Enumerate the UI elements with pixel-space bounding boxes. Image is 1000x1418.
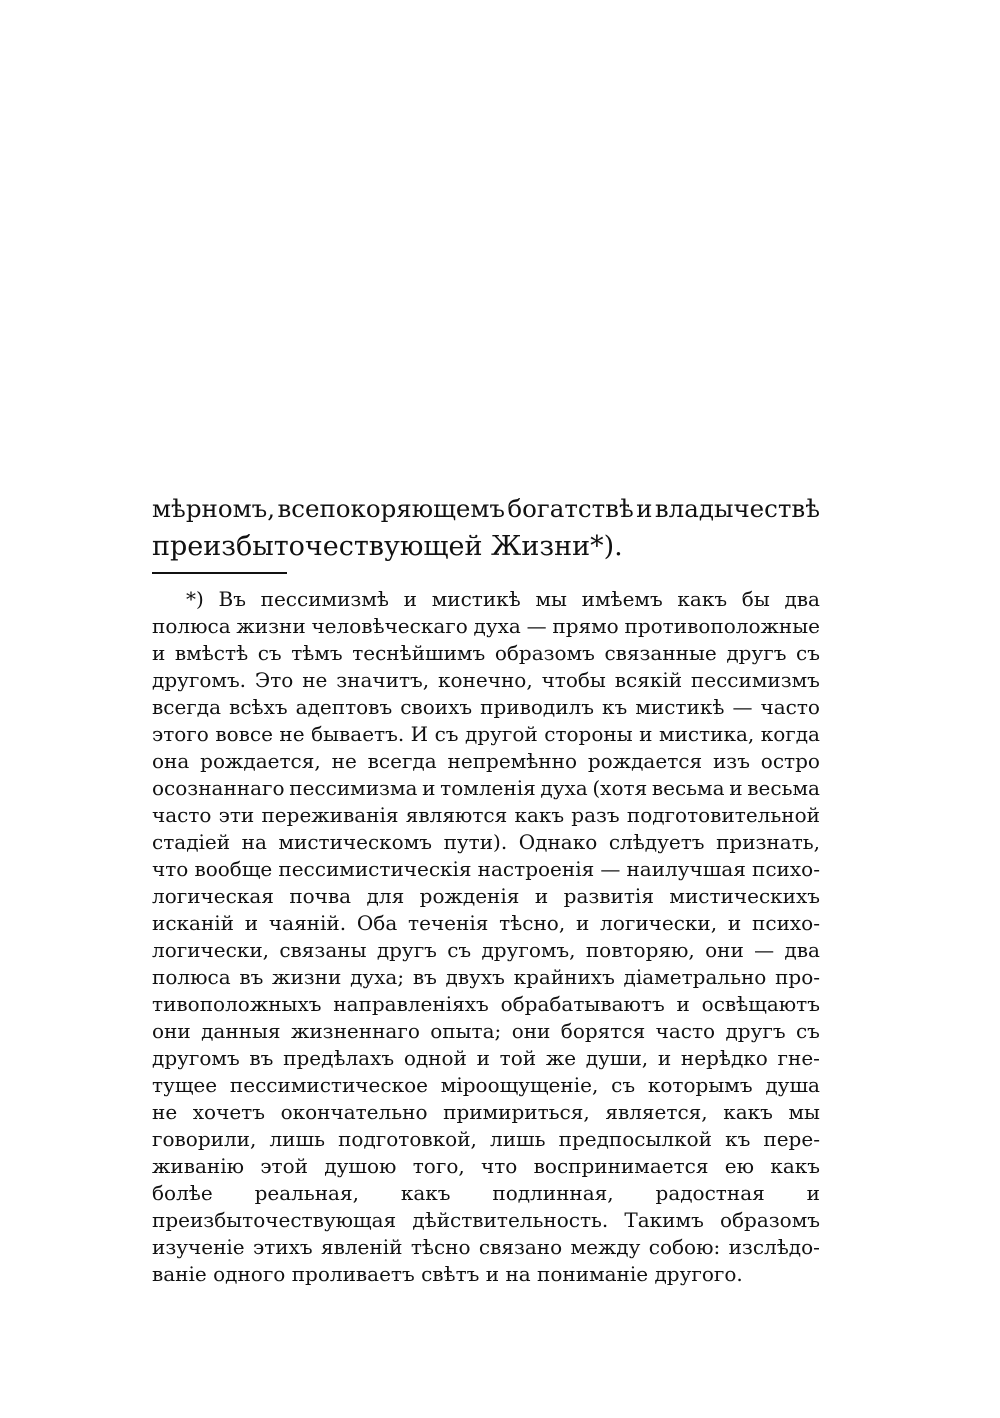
word: часто xyxy=(655,1019,716,1043)
word: они xyxy=(152,1019,191,1043)
word: мистическомъ xyxy=(278,830,433,854)
word: богатствѣ xyxy=(507,494,634,523)
word: образомъ xyxy=(494,641,595,665)
word: жизни xyxy=(236,614,306,638)
word: что xyxy=(152,857,189,881)
word: душою xyxy=(324,1154,397,1178)
word: (хотя xyxy=(592,776,648,800)
word: всегда xyxy=(367,749,437,773)
word: логически, xyxy=(152,938,270,962)
word: другомъ. xyxy=(152,668,247,692)
word: связано xyxy=(478,1235,563,1259)
word: прямо xyxy=(552,614,619,638)
word: болѣе xyxy=(152,1181,213,1205)
word: два xyxy=(784,587,820,611)
footnote-line xyxy=(152,775,820,802)
word: является, xyxy=(605,1100,708,1124)
word: какъ xyxy=(677,587,728,611)
footnote-line xyxy=(152,640,820,667)
word: освѣщаютъ xyxy=(701,992,820,1016)
word: вмѣстѣ xyxy=(174,641,249,665)
word: развитія xyxy=(563,884,654,908)
footnote-line xyxy=(152,694,820,721)
word: — xyxy=(600,857,621,881)
word: изученіе xyxy=(152,1235,245,1259)
word: мы xyxy=(535,587,567,611)
word: съ xyxy=(434,722,459,746)
word: и xyxy=(727,911,742,935)
word: примириться, xyxy=(443,1100,590,1124)
footnote-line xyxy=(152,721,820,748)
footnote-line xyxy=(152,1234,820,1261)
footnote-line xyxy=(152,1153,820,1180)
word: и xyxy=(575,911,590,935)
word: направленіяхъ xyxy=(333,992,489,1016)
word: другомъ xyxy=(152,1046,240,1070)
word: воспринимается xyxy=(533,1154,709,1178)
word: къ xyxy=(602,695,628,719)
word: всякій xyxy=(614,668,683,692)
footnote-line xyxy=(152,937,820,964)
word: съ xyxy=(611,1073,636,1097)
word: непремѣнно xyxy=(447,749,577,773)
word: имѣемъ xyxy=(581,587,663,611)
word: теснѣйшимъ xyxy=(352,641,486,665)
word: какъ xyxy=(723,1100,773,1124)
footnote-line xyxy=(152,613,820,640)
word: часто xyxy=(760,695,820,719)
word: діаметрально xyxy=(623,965,767,989)
word: для xyxy=(366,884,405,908)
word: съ xyxy=(796,641,820,665)
footnote-line xyxy=(152,964,820,991)
word: тѣсно, xyxy=(499,911,566,935)
word: связанные xyxy=(604,641,717,665)
word: и xyxy=(657,1046,672,1070)
word: своихъ xyxy=(400,695,473,719)
word: и xyxy=(476,1046,490,1070)
word: про- xyxy=(775,965,820,989)
word: образомъ xyxy=(719,1208,820,1232)
word: и xyxy=(244,911,259,935)
word: говорили, xyxy=(152,1127,257,1151)
word: логическая xyxy=(152,884,274,908)
word: всѣхъ xyxy=(229,695,288,719)
word: не xyxy=(302,668,328,692)
word: и xyxy=(676,992,690,1016)
word: явленій xyxy=(320,1235,403,1259)
word: и xyxy=(422,776,436,800)
word: мистическихъ xyxy=(669,884,820,908)
word: предпосылкой xyxy=(558,1127,712,1151)
word: двухъ xyxy=(445,965,505,989)
word: къ xyxy=(725,1127,751,1151)
word: міроощущеніе, xyxy=(440,1073,599,1097)
word: и xyxy=(729,776,743,800)
word: дѣйствительность. xyxy=(412,1208,609,1232)
word: подготовкой, xyxy=(338,1127,477,1151)
word: пере- xyxy=(763,1127,820,1151)
word: какъ xyxy=(514,803,565,827)
word: тѣмъ xyxy=(291,641,343,665)
word: и xyxy=(403,587,417,611)
word: пути). xyxy=(443,830,508,854)
word: гне- xyxy=(777,1046,820,1070)
word: духа xyxy=(473,614,521,638)
word: стороны xyxy=(544,722,633,746)
word: Оба xyxy=(356,911,398,935)
word: Однако xyxy=(518,830,598,854)
word: связаны xyxy=(279,938,367,962)
footnote-line xyxy=(152,1207,820,1234)
word: какъ xyxy=(770,1154,820,1178)
word: тивоположныхъ xyxy=(152,992,322,1016)
word: пессимистическія xyxy=(278,857,472,881)
word: конечно, xyxy=(438,668,533,692)
word: мѣрномъ, xyxy=(152,494,276,523)
word: — xyxy=(754,938,775,962)
word: рождается xyxy=(587,749,703,773)
word: той xyxy=(499,1046,537,1070)
word: жизненнаго xyxy=(290,1019,420,1043)
word: крайнихъ xyxy=(513,965,615,989)
word: реальная, xyxy=(254,1181,359,1205)
word: всепокоряющемъ xyxy=(277,494,505,523)
word: съ xyxy=(447,938,472,962)
word: хочетъ xyxy=(192,1100,265,1124)
word: полюса xyxy=(152,965,231,989)
word: живанію xyxy=(152,1154,245,1178)
word: вовсе xyxy=(215,722,273,746)
footnote-line xyxy=(152,1126,820,1153)
footnote-line xyxy=(152,1018,820,1045)
word: всегда xyxy=(152,695,222,719)
word: души, xyxy=(585,1046,649,1070)
word: тущее xyxy=(152,1073,218,1097)
word: предѣлахъ xyxy=(283,1046,395,1070)
word: между xyxy=(570,1235,641,1259)
word: логически, xyxy=(600,911,718,935)
word: этого xyxy=(152,722,209,746)
word: и xyxy=(152,641,166,665)
word: духа; xyxy=(350,965,405,989)
word: теченія xyxy=(408,911,489,935)
word: одной xyxy=(403,1046,467,1070)
word: владычествѣ xyxy=(654,494,820,523)
word: этой xyxy=(260,1154,308,1178)
footnote-line xyxy=(152,1045,820,1072)
word: переживанія xyxy=(261,803,399,827)
word: Такимъ xyxy=(624,1208,704,1232)
word: осознаннаго xyxy=(152,776,285,800)
word: пессимистическое xyxy=(229,1073,428,1097)
word: наилучшая xyxy=(626,857,746,881)
word: признать, xyxy=(716,830,820,854)
footnote-line xyxy=(152,856,820,883)
word: они xyxy=(705,938,744,962)
word: мы xyxy=(788,1100,820,1124)
footnote-line xyxy=(152,883,820,910)
word: обрабатываютъ xyxy=(500,992,665,1016)
word: пессимизма xyxy=(289,776,418,800)
word: въ xyxy=(239,965,264,989)
word: ею xyxy=(724,1154,755,1178)
word: Это xyxy=(254,668,294,692)
word: въ xyxy=(249,1046,274,1070)
word: мистикѣ xyxy=(431,587,521,611)
word: радостная xyxy=(655,1181,765,1205)
word: — xyxy=(526,614,547,638)
word: когда xyxy=(760,722,820,746)
word: чтобы xyxy=(541,668,606,692)
word: жизни xyxy=(272,965,342,989)
footnote-line xyxy=(152,1099,820,1126)
word: не xyxy=(331,749,357,773)
word: другомъ, xyxy=(481,938,576,962)
word: слѣдуетъ xyxy=(608,830,705,854)
word: стадіей xyxy=(152,830,231,854)
word: изъ xyxy=(712,749,750,773)
word: значитъ, xyxy=(336,668,430,692)
word: адептовъ xyxy=(295,695,393,719)
footnote-line xyxy=(152,1072,820,1099)
word: не xyxy=(279,722,305,746)
word: собою: xyxy=(648,1235,721,1259)
word: остро xyxy=(760,749,820,773)
word: бываетъ. xyxy=(311,722,405,746)
footnote-line xyxy=(152,802,820,829)
word: того, xyxy=(412,1154,465,1178)
footnote-line xyxy=(152,829,820,856)
word: нерѣдко xyxy=(680,1046,768,1070)
word: Въ xyxy=(218,587,246,611)
word: полюса xyxy=(152,614,231,638)
word: весьма xyxy=(651,776,725,800)
word: мистика, xyxy=(658,722,755,746)
word: психо- xyxy=(752,857,820,881)
word: два xyxy=(784,938,820,962)
word: съ xyxy=(795,1019,820,1043)
word: изслѣдо- xyxy=(728,1235,820,1259)
word: борятся xyxy=(560,1019,646,1043)
word: вообще xyxy=(194,857,273,881)
word: эти xyxy=(218,803,255,827)
word: почва xyxy=(289,884,352,908)
word: разъ xyxy=(571,803,620,827)
word: *) xyxy=(186,587,204,611)
word: они xyxy=(511,1019,551,1043)
word: тѣсно xyxy=(410,1235,471,1259)
footnote-line xyxy=(152,748,820,775)
word: другой xyxy=(465,722,538,746)
footnote-line xyxy=(152,586,820,613)
word: приводилъ xyxy=(480,695,594,719)
word: что xyxy=(481,1154,518,1178)
word: подготовительной xyxy=(626,803,820,827)
word: являются xyxy=(405,803,508,827)
main-text-line: преизбыточествующей Жизни*). xyxy=(152,531,623,562)
word: часто xyxy=(152,803,212,827)
word: рождается, xyxy=(200,749,321,773)
footnote-line xyxy=(152,667,820,694)
word: весьма xyxy=(747,776,820,800)
word: въ xyxy=(412,965,437,989)
word: она xyxy=(152,749,190,773)
word: рожденія xyxy=(419,884,520,908)
main-text-line xyxy=(152,490,820,528)
word: духа xyxy=(540,776,588,800)
word: которымъ xyxy=(647,1073,753,1097)
word: бы xyxy=(741,587,770,611)
word: же xyxy=(545,1046,577,1070)
word: подлинная, xyxy=(492,1181,614,1205)
word: лишь xyxy=(489,1127,546,1151)
footnote-block xyxy=(152,586,820,1288)
word: пессимизмъ xyxy=(690,668,820,692)
word: съ xyxy=(257,641,282,665)
word: какъ xyxy=(400,1181,451,1205)
word: данныя xyxy=(201,1019,281,1043)
word: не xyxy=(152,1100,178,1124)
word: лишь xyxy=(269,1127,325,1151)
word: исканій xyxy=(152,911,235,935)
word: психо- xyxy=(752,911,820,935)
word: окончательно xyxy=(280,1100,428,1124)
word: противоположные xyxy=(624,614,820,638)
main-text-block xyxy=(152,490,820,566)
word: душа xyxy=(765,1073,820,1097)
word: и xyxy=(806,1181,820,1205)
footnote-line xyxy=(152,910,820,937)
word: пессимизмѣ xyxy=(260,587,389,611)
word: мистикѣ xyxy=(635,695,725,719)
word: опыта; xyxy=(430,1019,502,1043)
word: этихъ xyxy=(253,1235,313,1259)
footnote-line: ваніе одного проливаетъ свѣтъ и на пониманіе другого. xyxy=(152,1262,743,1286)
word: на xyxy=(241,830,267,854)
word: и xyxy=(636,494,653,523)
word: чаяній. xyxy=(268,911,347,935)
word: и xyxy=(639,722,653,746)
word: человѣческаго xyxy=(311,614,468,638)
footnote-line xyxy=(152,1180,820,1207)
word: настроенія xyxy=(477,857,595,881)
word: — xyxy=(732,695,753,719)
footnote-line xyxy=(152,991,820,1018)
footnote-divider xyxy=(152,572,287,574)
word: другъ xyxy=(376,938,437,962)
word: другъ xyxy=(725,1019,786,1043)
word: И xyxy=(410,722,429,746)
word: повторяю, xyxy=(585,938,695,962)
word: преизбыточествующая xyxy=(152,1208,397,1232)
word: томленія xyxy=(440,776,536,800)
word: и xyxy=(534,884,549,908)
word: другъ xyxy=(726,641,787,665)
